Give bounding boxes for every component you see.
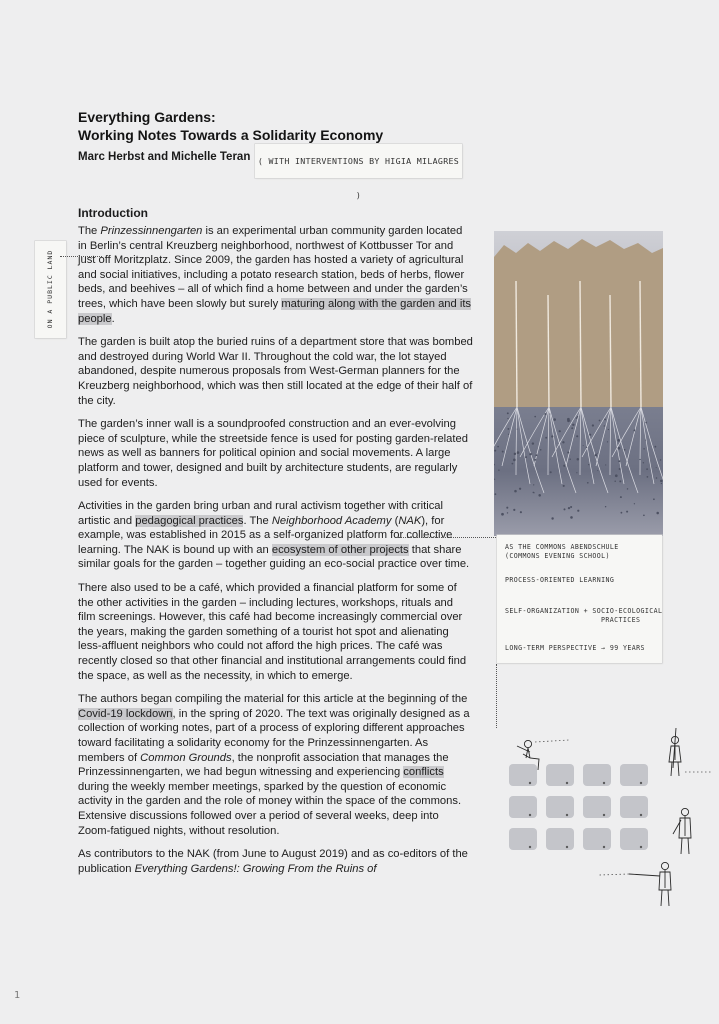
highlighted-phrase: conflicts [403, 766, 444, 779]
article-body [78, 224, 473, 885]
soil-pebble [643, 514, 645, 516]
text-run: , in the spring of 2020. The text was originally designed as a collection of working notes, part of a process of exploring different approaches toward facilitating a solidarity economy for the Prinzessinnengarten. As members of [78, 707, 470, 764]
soil-pebble [494, 493, 496, 495]
soil-pebble [656, 512, 659, 515]
soil-pebble [498, 469, 500, 471]
soil-pebble [517, 451, 520, 454]
figures-sketch [495, 728, 715, 928]
meeting-tile [546, 828, 574, 850]
meeting-tile [620, 796, 648, 818]
sketch-connector [496, 664, 497, 728]
soil-pebble [570, 506, 572, 508]
soil-pebble [497, 446, 499, 448]
soil-pebble [599, 420, 601, 422]
text-run: ), for example, was established in 2015 as a self-organized platform for collective learning. The NAK is bound up with an [78, 514, 453, 556]
soil-pebble [532, 442, 534, 444]
highlighted-phrase: pedagogical practices [135, 514, 244, 527]
meeting-tile [546, 796, 574, 818]
soil-pebble [605, 464, 606, 465]
ground-layer [494, 239, 663, 407]
soil-pebble [520, 511, 522, 513]
soil-pebble [576, 417, 578, 419]
text-run: There also used to be a café, which provided a financial platform for some of the other activities in the garden – including lectures, workshops, rituals and film screenings. However, this café had become increasingly commercial over the years, making the garden something of a tourist hot spot and alienating less-affluent neighbors who could not afford the high prices. The café was recently closed so that other financial and institutional arrangements could find the space, as well as the necessity, in which to emerge. [78, 582, 467, 682]
soil-pebble [646, 468, 648, 470]
soil-pebble [563, 485, 565, 487]
paragraph [78, 847, 473, 876]
soil-pebble [577, 458, 580, 461]
soil-pebble [569, 459, 570, 460]
soil-pebble [534, 459, 536, 461]
text-run: . The [243, 514, 272, 527]
soil-pebble [572, 424, 574, 426]
tree-trunk [640, 281, 641, 407]
paragraph [78, 224, 473, 326]
meeting-tile [583, 828, 611, 850]
notes-line-1: AS THE COMMONS ABENDSCHULE [505, 543, 619, 551]
tree-trunk [610, 295, 611, 407]
soil-pebble [634, 503, 635, 504]
paragraph [78, 499, 473, 572]
text-run: that share similar goals for the garden – together guiding an eco-social practice over time. [78, 543, 470, 571]
tree-trunk [580, 281, 581, 407]
text-run: The garden’s inner wall is a soundproofed construction and an ever-evolving piece of sculpture, while the streetside fence is used for posting garden-related news as well as banners for political opinion and social movements. A large platform and tower, designed and built by architecture students, are regularly used for events. [78, 418, 468, 489]
soil-pebble [551, 517, 553, 519]
meeting-tile [583, 764, 611, 786]
highlighted-phrase: Covid-19 lockdown [78, 707, 173, 720]
soil-pebble [531, 453, 532, 454]
soil-pebble [551, 435, 553, 437]
standing-figure-1 [669, 728, 681, 776]
soil-pebble [553, 418, 556, 421]
meeting-tiles [509, 764, 648, 850]
soil-pebble [620, 496, 622, 498]
soil-pebble [568, 507, 570, 509]
paragraph [78, 335, 473, 408]
title-line-1: Everything Gardens: [78, 109, 216, 125]
notes-line-5: PRACTICES [601, 616, 641, 624]
soil-pebble [587, 482, 589, 484]
soil-pebble [607, 441, 608, 442]
soil-pebble [656, 477, 658, 479]
margin-note-text: ON A PUBLIC LAND [46, 249, 54, 329]
title-line-2: Working Notes Towards a Solidarity Economy [78, 127, 384, 143]
meeting-tile [620, 828, 648, 850]
notes-line-4: SELF-ORGANIZATION + SOCIO-ECOLOGICAL [505, 607, 663, 615]
soil-pebble [512, 463, 514, 465]
meeting-tile [546, 764, 574, 786]
soil-pebble [513, 509, 515, 511]
soil-pebble [595, 454, 597, 456]
soil-pebble [624, 449, 626, 451]
text-run: As contributors to the NAK (from June to August 2019) and as co-editors of the publication [78, 848, 468, 875]
soil-pebble [545, 437, 547, 439]
soil-pebble [618, 460, 620, 462]
soil-pebble [619, 480, 621, 482]
article-title [78, 108, 383, 144]
soil-layer [494, 407, 663, 536]
soil-pebble [643, 448, 644, 449]
text-run: The [78, 225, 101, 237]
soil-pebble [514, 490, 517, 493]
soil-pebble [534, 416, 536, 418]
paragraph [78, 692, 473, 838]
soil-pebble [656, 467, 657, 468]
soil-pebble [513, 459, 516, 462]
notes-line-6: LONG-TERM PERSPECTIVE → 99 YEARS [505, 644, 645, 652]
highlighted-phrase: maturing along with the garden and its people [78, 297, 472, 325]
paragraph [78, 417, 473, 490]
garden-cross-section-painting [494, 231, 663, 536]
soil-pebble [621, 512, 623, 514]
paragraph [78, 581, 473, 683]
soil-pebble [647, 476, 649, 478]
soil-pebble [589, 434, 591, 436]
standing-figure-3 [629, 862, 671, 906]
text-run: . [111, 312, 115, 325]
soil-pebble [586, 447, 587, 448]
page-number: 1 [14, 990, 21, 1001]
soil-pebble [660, 459, 661, 460]
soil-pebble [525, 456, 527, 458]
soil-pebble [577, 510, 579, 512]
meeting-tile [509, 828, 537, 850]
soil-pebble [571, 427, 573, 429]
soil-pebble [540, 449, 542, 451]
soil-pebble [604, 418, 606, 420]
soil-pebble [567, 418, 570, 421]
italic-phrase: Prinzessinnengarten [100, 225, 203, 237]
text-run: The authors began compiling the material for this article at the beginning of the [78, 693, 468, 706]
soil-pebble [517, 429, 518, 430]
gaze-line-3 [599, 874, 629, 875]
soil-pebble [633, 430, 635, 432]
soil-pebble [615, 474, 618, 477]
soil-pebble [533, 492, 535, 494]
soil-pebble [661, 483, 662, 484]
soil-pebble [494, 450, 496, 452]
soil-pebble [653, 498, 655, 500]
interventions-note: ( WITH INTERVENTIONS BY HIGIA MILAGRES ) [255, 144, 462, 178]
soil-pebble [567, 452, 569, 454]
soil-pebble [563, 465, 565, 467]
italic-phrase: Common Grounds [140, 751, 232, 764]
soil-pebble [592, 424, 594, 426]
italic-phrase: Everything Gardens!: Growing From the Ruins of [134, 862, 377, 875]
highlighted-phrase: ecosystem of other projects [271, 543, 409, 556]
notes-line-3: PROCESS-ORIENTED LEARNING [505, 576, 615, 584]
gaze-line-1 [535, 740, 569, 742]
text-run: is an experimental urban community garden located in Berlin’s central Kreuzberg neighborhood, northwest of Kottbusser Tor and just off Moritzplatz. Since 2009, the garden has hosted a variety of agricultural and social initiatives, including a potato research station, beds of herbs, flower beds, and beehives – all of which find a home between and under the garden’s trees, which have been slowly but surely [78, 225, 468, 310]
soil-pebble [563, 508, 565, 510]
text-run: The garden is built atop the buried ruins of a department store that was bombed and destroyed during World War II. Throughout the cold war, the lot stayed abandoned, despite numerous proposals from West-German planners for the Kreuzberg neighborhood, which was then still located at the edge of their half of the city. [78, 336, 473, 407]
soil-pebble [604, 425, 605, 426]
soil-pebble [597, 453, 598, 454]
soil-pebble [550, 471, 552, 473]
soil-pebble [583, 445, 584, 446]
text-run: ( [391, 514, 399, 527]
soil-pebble [519, 488, 521, 490]
author-names: Marc Herbst and Michelle Teran [78, 151, 251, 163]
soil-pebble [627, 488, 629, 490]
soil-pebble [626, 511, 628, 513]
text-run: , the nonprofit association that manages the Prinzessinnengarten, we had begun witnessing and experiencing [78, 751, 449, 779]
soil-pebble [533, 484, 534, 485]
section-heading: Introduction [78, 206, 148, 220]
soil-pebble [608, 429, 609, 430]
soil-pebble [559, 430, 561, 432]
soil-pebble [645, 422, 647, 424]
notes-line-2: (COMMONS EVENING SCHOOL) [505, 552, 610, 560]
soil-pebble [507, 428, 509, 430]
side-notes-card [497, 535, 662, 663]
text-run: Activities in the garden bring urban and rural activism together with critical artistic and [78, 500, 444, 527]
italic-phrase: Neighborhood Academy [271, 514, 392, 527]
text-run: during the weekly member meetings, sparked by the question of economic activity in the garden and the role of money within the space of the commons. Extensive discussions followed over a period of several weeks, deep into Zoom-fatigued nights, without resolution. [78, 780, 462, 837]
soil-pebble [577, 416, 579, 418]
soil-pebble [576, 435, 578, 437]
meeting-tile [509, 764, 537, 786]
soil-pebble [618, 447, 621, 450]
meeting-tile [509, 796, 537, 818]
soil-pebble [643, 462, 644, 463]
soil-pebble [619, 468, 621, 470]
standing-figure-2 [673, 808, 691, 854]
soil-pebble [507, 412, 509, 414]
soil-pebble [645, 440, 646, 441]
soil-pebble [639, 459, 640, 460]
soil-pebble [570, 516, 573, 519]
soil-pebble [655, 446, 657, 448]
soil-pebble [502, 451, 504, 453]
soil-pebble [508, 434, 509, 435]
soil-pebble [562, 441, 564, 443]
meeting-tile [620, 764, 648, 786]
soil-pebble [538, 494, 541, 497]
soil-pebble [507, 512, 508, 513]
tree-trunk [516, 281, 517, 407]
soil-pebble [501, 513, 504, 516]
soil-pebble [544, 413, 546, 415]
soil-pebble [514, 453, 516, 455]
soil-pebble [507, 418, 508, 419]
soil-pebble [535, 454, 537, 456]
soil-pebble [614, 481, 615, 482]
soil-pebble [549, 413, 550, 414]
notes-connector [398, 537, 498, 538]
soil-pebble [529, 453, 531, 455]
soil-pebble [588, 464, 589, 465]
meeting-tile [583, 796, 611, 818]
soil-pebble [617, 439, 620, 442]
soil-pebble [506, 507, 508, 509]
soil-pebble [576, 472, 577, 473]
italic-phrase: NAK [398, 514, 422, 527]
soil-pebble [494, 479, 495, 480]
soil-pebble [605, 506, 606, 507]
soil-pebble [660, 480, 663, 483]
soil-pebble [597, 470, 598, 471]
tree-trunk [548, 295, 549, 407]
